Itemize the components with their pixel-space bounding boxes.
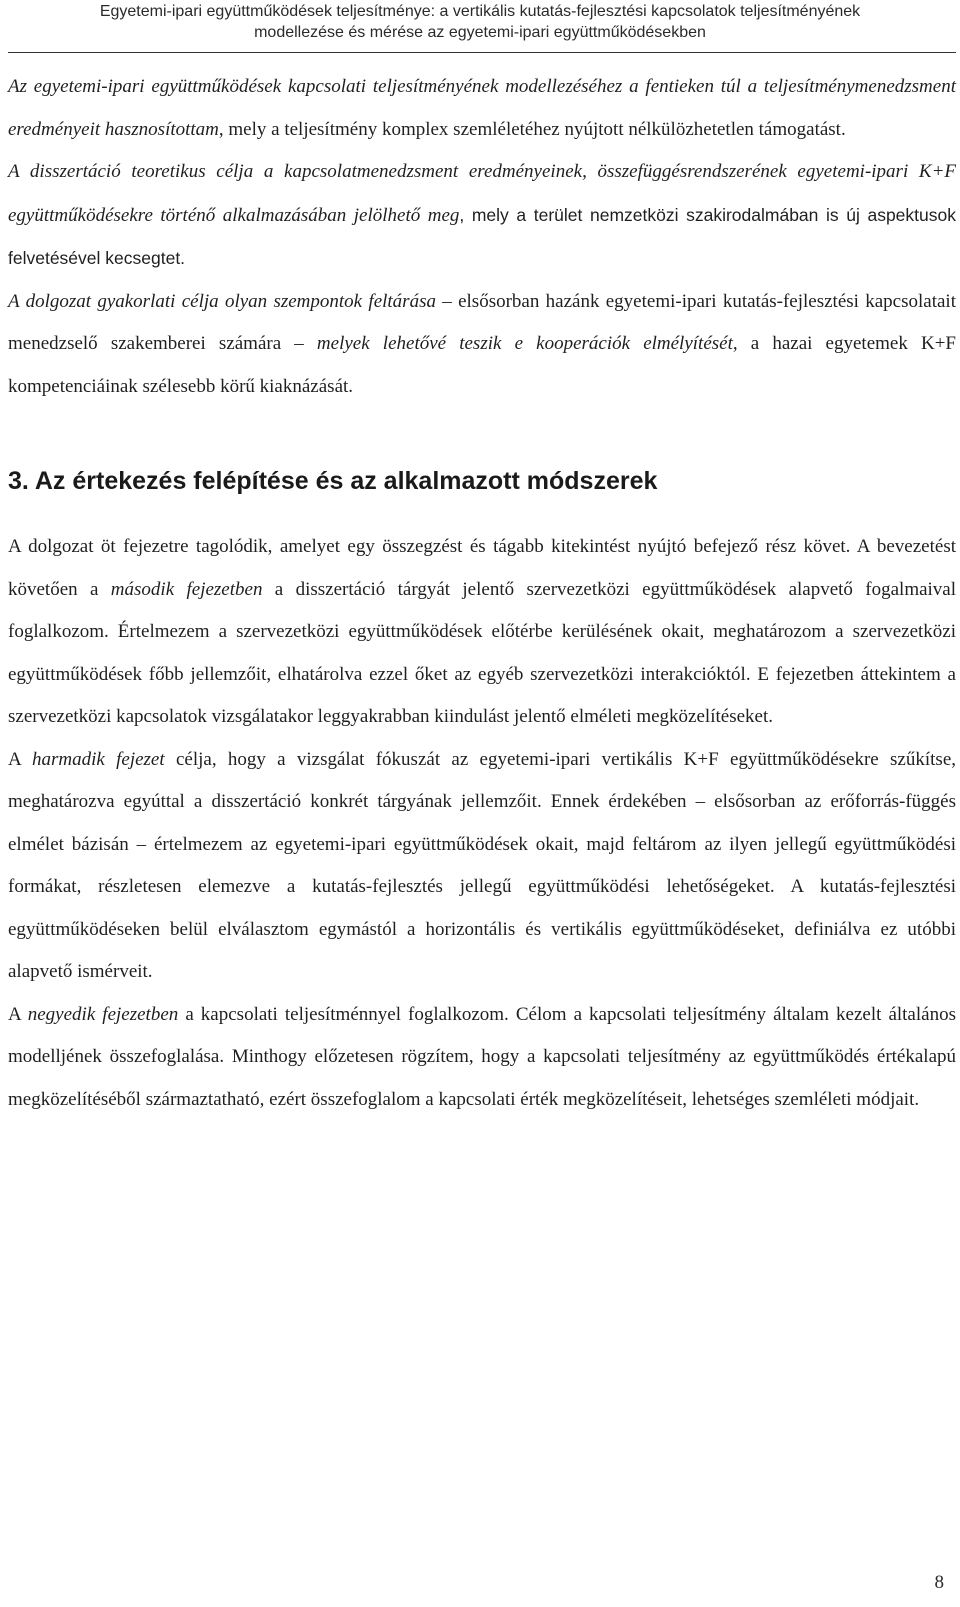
text-run: a disszertáció tárgyát jelentő szervezetközi együttműködések alapvető fogalmaival foglalkozom. Értelmezem a szervezetközi együttműködések előtérbe kerülésének okait, meghatározom a szervezetközi együttműködések főbb jellemzőit, elhatárolva ezzel őket az egyéb szervezetközi interakcióktól. E fejezetben áttekintem a szervezetközi kapcsolatok vizsgálatakor leggyakrabban kiindulást jelentő elméleti megközelítéseket. — [8, 578, 957, 727]
text-run: , a hazai egyetemek K+F kompetenciáinak szélesebb körű kiaknázását. — [8, 333, 956, 397]
running-header-line-2: modellezése és mérése az egyetemi-ipari együttműködésekben — [254, 24, 706, 41]
text-run: A — [8, 748, 32, 770]
italic-phrase: melyek lehetővé teszik e kooperációk elmélyítését — [316, 333, 733, 354]
paragraph-theoretical-aim — [8, 151, 956, 281]
paragraph-practical-aim — [8, 281, 956, 409]
text-run: A dolgozat öt fejezetre tagolódik, amelyet egy összegzést és tágabb kitekintést nyújtó befejező rész követ. A bevezetést követően a — [8, 536, 956, 600]
running-header — [0, 0, 960, 57]
italic-phrase: második fejezetben — [110, 578, 263, 600]
text-run: , mely a terület nemzetközi szakirodalmában is új aspektusok felvetésével kecsegtet. — [8, 204, 956, 268]
paragraph-third-chapter — [8, 739, 956, 994]
header-divider — [8, 52, 956, 53]
text-run: – elsősorban hazánk egyetemi-ipari kutatás-fejlesztési kapcsolatait menedzselő szakemberei számára – — [8, 290, 956, 354]
section-heading: 3. Az értekezés felépítése és az alkalmazott módszerek — [8, 467, 658, 495]
paragraph-methodology-note — [8, 66, 956, 151]
running-header-line-1: Egyetemi-ipari együttműködések teljesítménye: a vertikális kutatás-fejlesztési kapcsolatok teljesítményének — [99, 3, 861, 20]
text-run: célja, hogy a vizsgálat fókuszát az egyetemi-ipari vertikális K+F együttműködésekre szűkítse, meghatározva egyúttal a disszertáció konkrét tárgyának jellemzőit. Ennek érdekében – elsősorban az erőforrás-függés elmélet bázisán – értelmezem az egyetemi-ipari együttműködések okait, majd feltárom az ilyen jellegű együttműködési formákat, részletesen elemezve a kutatás-fejlesztés jellegű együttműködési lehetőségeket. A kutatás-fejlesztési együttműködéseken belül elválasztom egymástól a horizontális és vertikális együttműködéseket, definiálva ez utóbbi alapvető ismérveit. — [8, 748, 957, 982]
italic-phrase: A dolgozat gyakorlati célja olyan szempontok feltárása — [8, 290, 436, 312]
text-run: A — [8, 1003, 28, 1025]
italic-phrase: Az egyetemi-ipari együttműködések kapcsolati teljesítményének modellezéséhez a fentieken túl a teljesítménymenedzsment eredményeit hasznosítottam — [8, 76, 956, 140]
page-number: 8 — [934, 1572, 944, 1593]
italic-phrase: A disszertáció teoretikus célja a kapcsolatmenedzsment eredményeinek, összefüggésrendszerének egyetemi-ipari K+F együttműködésekre történő alkalmazásában jelölhető meg — [8, 161, 956, 226]
paragraph-fourth-chapter — [8, 994, 956, 1122]
italic-phrase: negyedik fejezetben — [27, 1003, 179, 1025]
text-run: , mely a teljesítmény komplex szemléletéhez nyújtott nélkülözhetetlen támogatást. — [218, 118, 846, 140]
italic-phrase: harmadik fejezet — [31, 748, 165, 770]
text-run: a kapcsolati teljesítménnyel foglalkozom. Célom a kapcsolati teljesítmény általam kezelt általános modelljének összefoglalása. Minthogy előzetesen rögzítem, hogy a kapcsolati teljesítmény az együttműködés értékalapú megközelítéséből származtatható, ezért összefoglalom a kapcsolati érték megközelítéseit, lehetséges szemléleti módjait. — [8, 1003, 956, 1110]
document-body — [8, 66, 956, 1121]
paragraph-structure-overview — [8, 526, 956, 739]
